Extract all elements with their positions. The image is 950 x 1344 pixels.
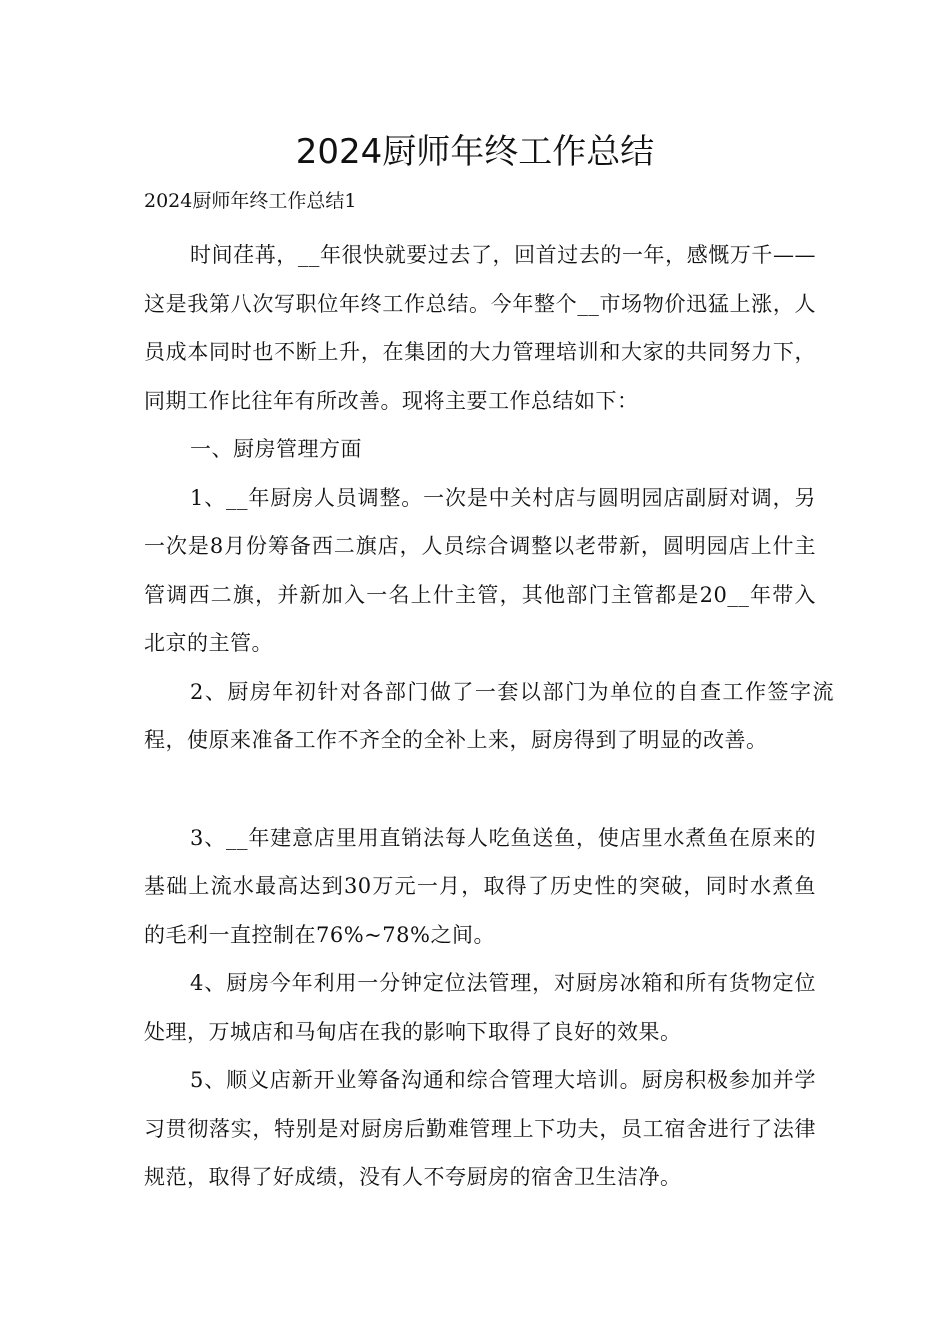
paragraph-spacer: [144, 765, 816, 814]
paragraph-item-1: 1、__年厨房人员调整。一次是中关村店与圆明园店副厨对调，另一次是8月份筹备西二旗店，人员综合调整以老带新，圆明园店上什主管调西二旗，并新加入一名上什主管，其他部门主管都是20__年带入北京的主管。: [144, 485, 816, 655]
paragraph-item-4: 4、厨房今年利用一分钟定位法管理，对厨房冰箱和所有货物定位处理，万城店和马甸店在我的影响下取得了良好的效果。: [144, 971, 816, 1044]
document-title: 2024厨师年终工作总结: [295, 132, 655, 172]
section-heading-kitchen-management: 一、厨房管理方面: [190, 437, 362, 461]
paragraph-item-2: 2、厨房年初针对各部门做了一套以部门为单位的自查工作签字流程，使原来准备工作不齐全的全补上来，厨房得到了明显的改善。: [144, 679, 834, 752]
document-subtitle: 2024厨师年终工作总结1: [144, 190, 357, 212]
paragraph-item-3: 3、__年建意店里用直销法每人吃鱼送鱼，使店里水煮鱼在原来的基础上流水最高达到30万元一月，取得了历史性的突破，同时水煮鱼的毛利一直控制在76%~78%之间。: [144, 825, 816, 947]
paragraph-item-5: 5、顺义店新开业筹备沟通和综合管理大培训。厨房积极参加并学习贯彻落实，特别是对厨房后勤难管理上下功夫，员工宿舍进行了法律规范，取得了好成绩，没有人不夸厨房的宿舍卫生洁净。: [144, 1068, 816, 1189]
paragraph-intro: 时间荏苒，__年很快就要过去了，回首过去的一年，感慨万千——这是我第八次写职位年终工作总结。今年整个__市场物价迅猛上涨，人员成本同时也不断上升，在集团的大力管理培训和大家的共同努力下，同期工作比往年有所改善。现将主要工作总结如下：: [144, 243, 816, 413]
document-body: [144, 231, 834, 1202]
